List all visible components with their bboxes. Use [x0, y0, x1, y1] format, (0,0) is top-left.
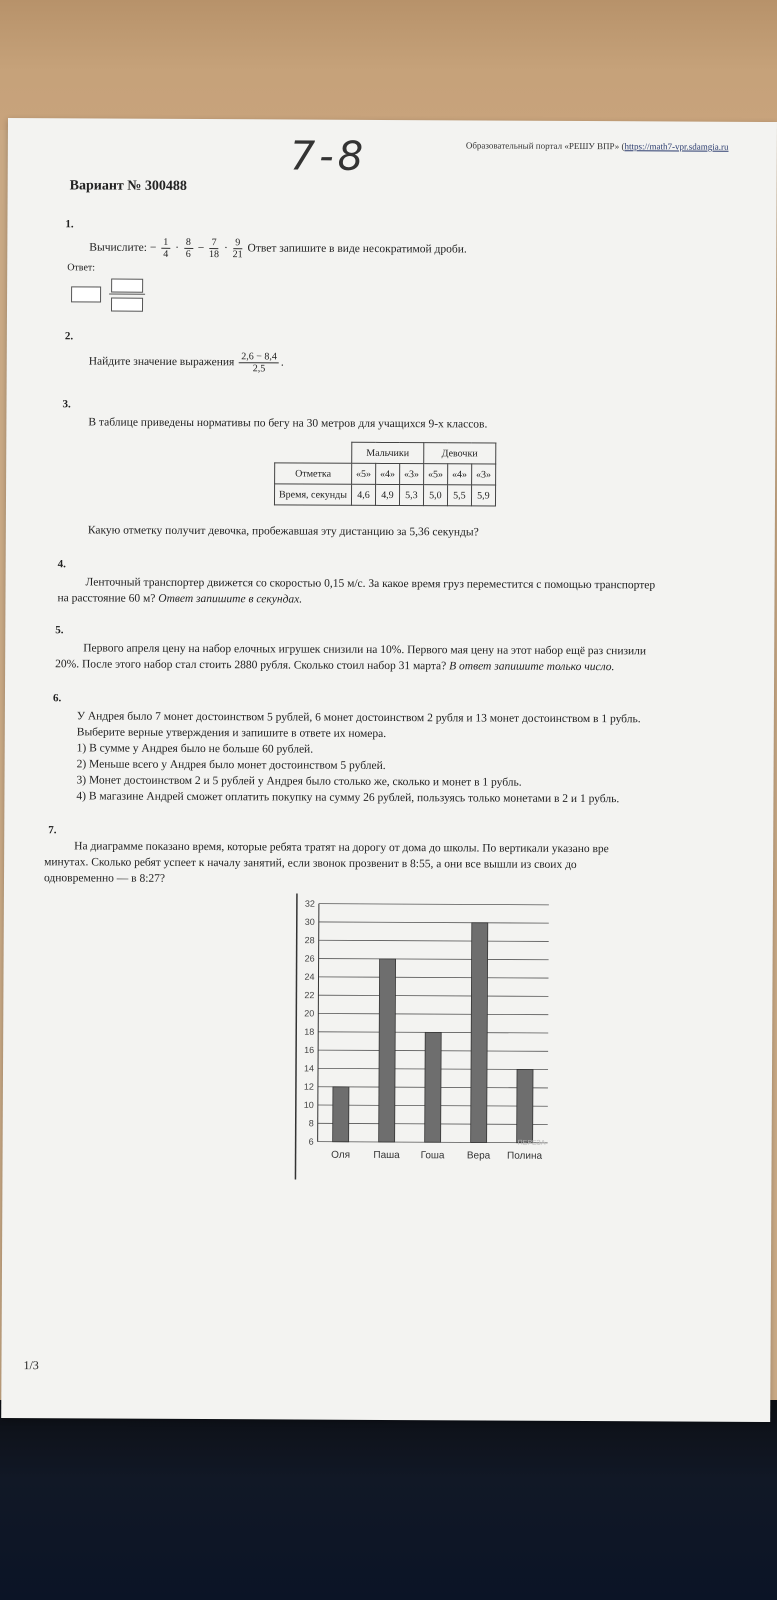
bar-chart-svg — [287, 889, 579, 1191]
table-cell: 4,6 — [351, 484, 375, 505]
q6-option-3: 3) Монет достоинством 2 и 5 рублей у Андрея было столько же, сколько и монет в 1 рубль. — [76, 774, 522, 789]
q7-line2: минутах. Сколько ребят успеет к началу занятий, если звонок прозвенит в 8:55, а они все вышли из своих до — [44, 856, 577, 871]
table-cell: 4,9 — [375, 484, 399, 505]
q4-number: 4. — [57, 558, 66, 571]
desk-surface — [0, 0, 777, 130]
y-tick-label: 6 — [308, 1136, 314, 1147]
y-tick-label: 8 — [308, 1118, 314, 1129]
q6-option-4: 4) В магазине Андрей сможет оплатить покупку на сумму 26 рублей, пользуясь только монетами в 2 и 1 рубль. — [76, 790, 620, 806]
q1-suffix: Ответ запишите в виде несократимой дроби. — [247, 242, 467, 256]
q2-fraction: $\frac{2,6 - 8,4}{2,5}$ — [239, 351, 279, 374]
norms-table — [274, 441, 496, 506]
portal-text: Образовательный портал «РЕШУ ВПР» ( — [465, 140, 625, 152]
q6-number: 6. — [52, 692, 62, 705]
y-tick-label: 20 — [304, 1008, 315, 1019]
q3-number: 3. — [62, 398, 71, 411]
q3-text: В таблице приведены нормативы по бегу на 30 метров для учащихся 9-х классов. — [88, 416, 488, 431]
portal-header — [466, 140, 729, 151]
row-label-mark: Отметка — [275, 463, 352, 484]
x-tick-label: Паша — [373, 1149, 400, 1162]
y-tick-label: 18 — [304, 1026, 315, 1037]
q6-option-1: 1) В сумме у Андрея было не больше 60 рублей. — [76, 742, 314, 756]
bar-5 — [517, 1069, 533, 1142]
q1-sign: − — [149, 241, 157, 254]
bar-3 — [425, 1032, 442, 1142]
gridline — [318, 1013, 548, 1014]
variant-title: Вариант № 300488 — [69, 178, 187, 194]
q7-line3: одновременно — в 8:27? — [43, 872, 166, 885]
q5-line2: 20%. После этого набор стал стоить 2880 рубля. Сколько стоил набор 31 марта? В ответ запишите только число. — [55, 658, 615, 674]
girls-header: Девочки — [424, 443, 496, 464]
travel-time-chart — [287, 889, 579, 1191]
answer-numerator-box[interactable] — [111, 279, 143, 293]
fraction-bar — [109, 294, 145, 295]
q6-line1: У Андрея было 7 монет достоинством 5 рублей, 6 монет достоинством 2 рубля и 13 монет достоинством в 1 рубль. — [76, 710, 641, 726]
q7-number: 7. — [48, 824, 57, 837]
y-tick-label: 14 — [303, 1063, 315, 1074]
y-tick-label: 30 — [304, 916, 315, 927]
bar-1 — [333, 1087, 349, 1142]
q1-prefix: Вычислите: — [89, 241, 148, 254]
q6-line2: Выберите верные утверждения и запишите в ответе их номера. — [76, 726, 387, 740]
q7-line1: На диаграмме показано время, которые ребята тратят на дорогу от дома до школы. По вертикали указано вре — [74, 840, 609, 856]
gridline — [319, 904, 549, 905]
q1-expression: Вычислите: − $\frac{1}{4}$ · $\frac{8}{6}$ − $\frac{7}{18}$ · $\frac{9}{21}$ Ответ запишите в виде несократимой дроби. — [89, 236, 467, 261]
q2-text: Найдите значение выражения — [88, 355, 235, 369]
q5-number: 5. — [55, 624, 64, 637]
gridline — [318, 995, 548, 996]
row-label-time: Время, секунды — [274, 484, 351, 505]
q1-number: 1. — [65, 218, 74, 231]
bar-4 — [471, 923, 488, 1143]
y-tick-label: 28 — [304, 935, 315, 946]
chart-watermark: ПЕРЕЗА — [517, 1139, 546, 1147]
x-tick-label: Оля — [331, 1149, 351, 1161]
x-tick-label: Полина — [507, 1150, 543, 1162]
bar-2 — [379, 959, 396, 1142]
norms-table-wrap — [274, 441, 496, 506]
q1-frac4: $\frac{9}{21}$ — [232, 237, 243, 261]
q4-line2: на расстояние 60 м? Ответ запишите в секундах. — [57, 592, 303, 606]
table-cell: 5,9 — [471, 485, 495, 506]
portal-link[interactable]: https://math7-vpr.sdamgia.ru — [624, 141, 729, 152]
q2-number: 2. — [64, 330, 74, 343]
y-tick-label: 24 — [304, 971, 315, 982]
y-tick-label: 10 — [303, 1099, 314, 1110]
y-tick-label: 22 — [304, 990, 315, 1001]
x-tick-label: Гоша — [420, 1150, 445, 1162]
q1-frac2: $\frac{8}{6}$ — [185, 236, 191, 260]
q1-answer-label: Ответ: — [67, 262, 96, 274]
y-axis — [318, 904, 319, 1142]
q1-frac3: $\frac{7}{18}$ — [209, 237, 220, 261]
table-cell: «3» — [472, 464, 496, 485]
x-tick-label: Вера — [466, 1150, 491, 1162]
q3-question: Какую отметку получит девочка, пробежавшая эту дистанцию за 5,36 секунды? — [87, 524, 479, 539]
table-cell: 5,5 — [447, 485, 471, 506]
y-tick-label: 16 — [304, 1045, 315, 1056]
table-cell: 5,3 — [399, 485, 423, 506]
y-tick-label: 32 — [304, 898, 315, 909]
gridline — [319, 977, 549, 978]
dark-cloth — [0, 1400, 777, 1600]
boys-header: Мальчики — [352, 442, 424, 463]
q1-frac1: $\frac{1}{4}$ — [163, 236, 169, 260]
table-cell: «4» — [376, 463, 400, 484]
table-cell: 5,0 — [423, 485, 447, 506]
q6-option-2: 2) Меньше всего у Андрея было монет достоинством 5 рублей. — [76, 758, 386, 772]
table-cell: «5» — [424, 464, 448, 485]
handwritten-grade: 7-8 — [289, 133, 368, 180]
q4-line1: Ленточный транспортер движется со скоростью 0,15 м/с. За какое время груз переместится с помощью транспортер — [85, 576, 656, 592]
q2-expression: Найдите значение выражения $\frac{2,6 - 8,4}{2,5}$ . — [88, 351, 284, 375]
table-cell: «3» — [400, 464, 424, 485]
answer-whole-box[interactable] — [71, 286, 101, 302]
y-tick-label: 12 — [303, 1081, 314, 1092]
worksheet-page — [1, 118, 777, 1422]
page-number: 1/3 — [23, 1358, 39, 1373]
gridline — [319, 922, 549, 923]
table-cell: «4» — [448, 464, 472, 485]
table-cell: «5» — [352, 463, 376, 484]
y-tick-label: 26 — [304, 953, 315, 964]
chart-left-rule — [295, 894, 296, 1180]
q5-line1: Первого апреля цену на набор елочных игрушек снизили на 10%. Первого мая цену на этот набор ещё раз снизили — [83, 642, 647, 658]
gridline — [319, 940, 549, 941]
gridline — [319, 959, 549, 960]
answer-denominator-box[interactable] — [111, 298, 143, 312]
